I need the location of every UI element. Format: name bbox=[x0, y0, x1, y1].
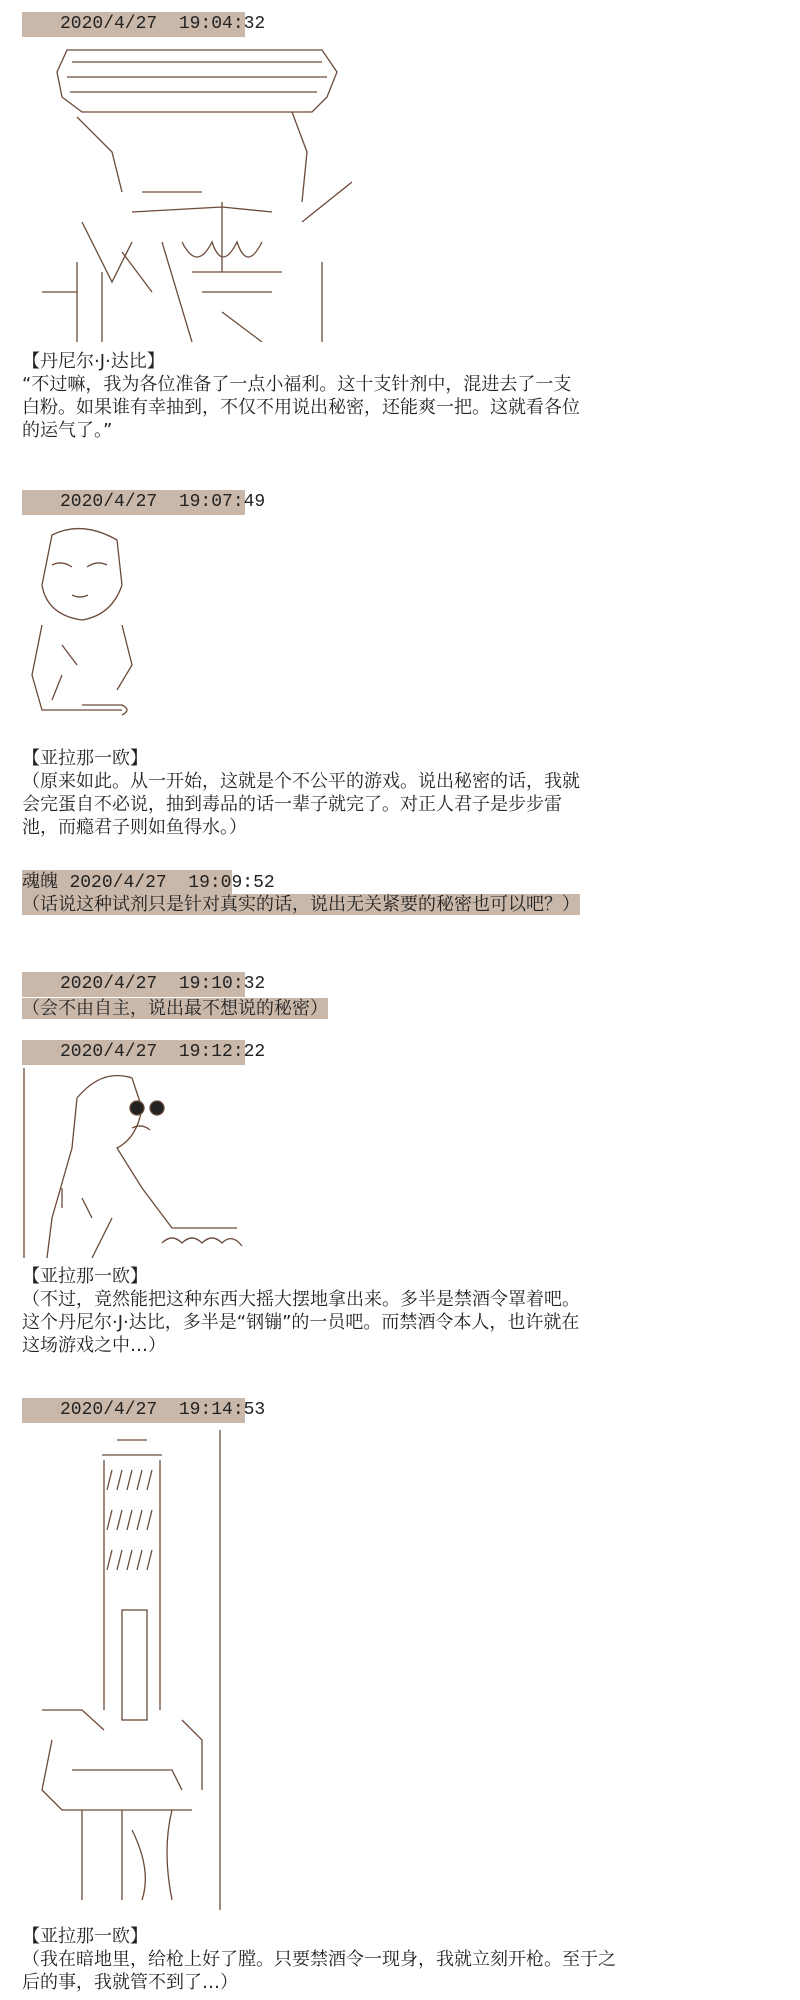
dialogue-text: （我在暗地里，给枪上好了膛。只要禁酒令一现身，我就立刻开枪。至于之后的事，我就管不到了…） bbox=[22, 1949, 616, 1993]
post-timestamp: 2020/4/27 19:14:53 bbox=[22, 1398, 245, 1423]
post-timestamp: 2020/4/27 19:09:52 bbox=[69, 873, 275, 893]
post-timestamp: 2020/4/27 19:07:49 bbox=[22, 490, 245, 515]
dialogue-text: “不过嘛，我为各位准备了一点小福利。这十支针剂中，混进去了一支白粉。如果谁有幸抽到，不仅不用说出秘密，还能爽一把。这就看各位的运气了。” bbox=[22, 374, 580, 441]
dialogue-text bbox=[22, 997, 582, 1020]
speaker-name: 【丹尼尔·J·达比】 bbox=[22, 351, 165, 372]
post-header bbox=[22, 870, 275, 895]
author-name: 魂魄 bbox=[22, 871, 58, 892]
highlighted-text: （话说这种试剂只是针对真实的话，说出无关紧要的秘密也可以吧？） bbox=[22, 894, 580, 915]
ascii-art-character bbox=[22, 1068, 262, 1258]
highlighted-text: （会不由自主，说出最不想说的秘密） bbox=[22, 998, 328, 1019]
ascii-art-character bbox=[22, 42, 352, 342]
ascii-art-character bbox=[22, 1430, 222, 1910]
speaker-name: 【亚拉那一欧】 bbox=[22, 1266, 148, 1287]
speaker-name: 【亚拉那一欧】 bbox=[22, 748, 148, 769]
ascii-art-character bbox=[22, 525, 162, 720]
dialogue-text: （原来如此。从一开始，这就是个不公平的游戏。说出秘密的话，我就会完蛋自不必说，抽到毒品的话一辈子就完了。对正人君子是步步雷池，而瘾君子则如鱼得水。） bbox=[22, 771, 580, 838]
post-timestamp: 2020/4/27 19:04:32 bbox=[22, 12, 245, 37]
dialogue-text bbox=[22, 893, 582, 916]
post-timestamp: 2020/4/27 19:12:22 bbox=[22, 1040, 245, 1065]
post-timestamp: 2020/4/27 19:10:32 bbox=[22, 972, 245, 997]
speaker-name: 【亚拉那一欧】 bbox=[22, 1926, 148, 1947]
dialogue-text: （不过，竟然能把这种东西大摇大摆地拿出来。多半是禁酒令罩着吧。这个丹尼尔·J·达比，多半是“钢镚”的一员吧。而禁酒令本人，也许就在这场游戏之中…） bbox=[22, 1289, 580, 1356]
